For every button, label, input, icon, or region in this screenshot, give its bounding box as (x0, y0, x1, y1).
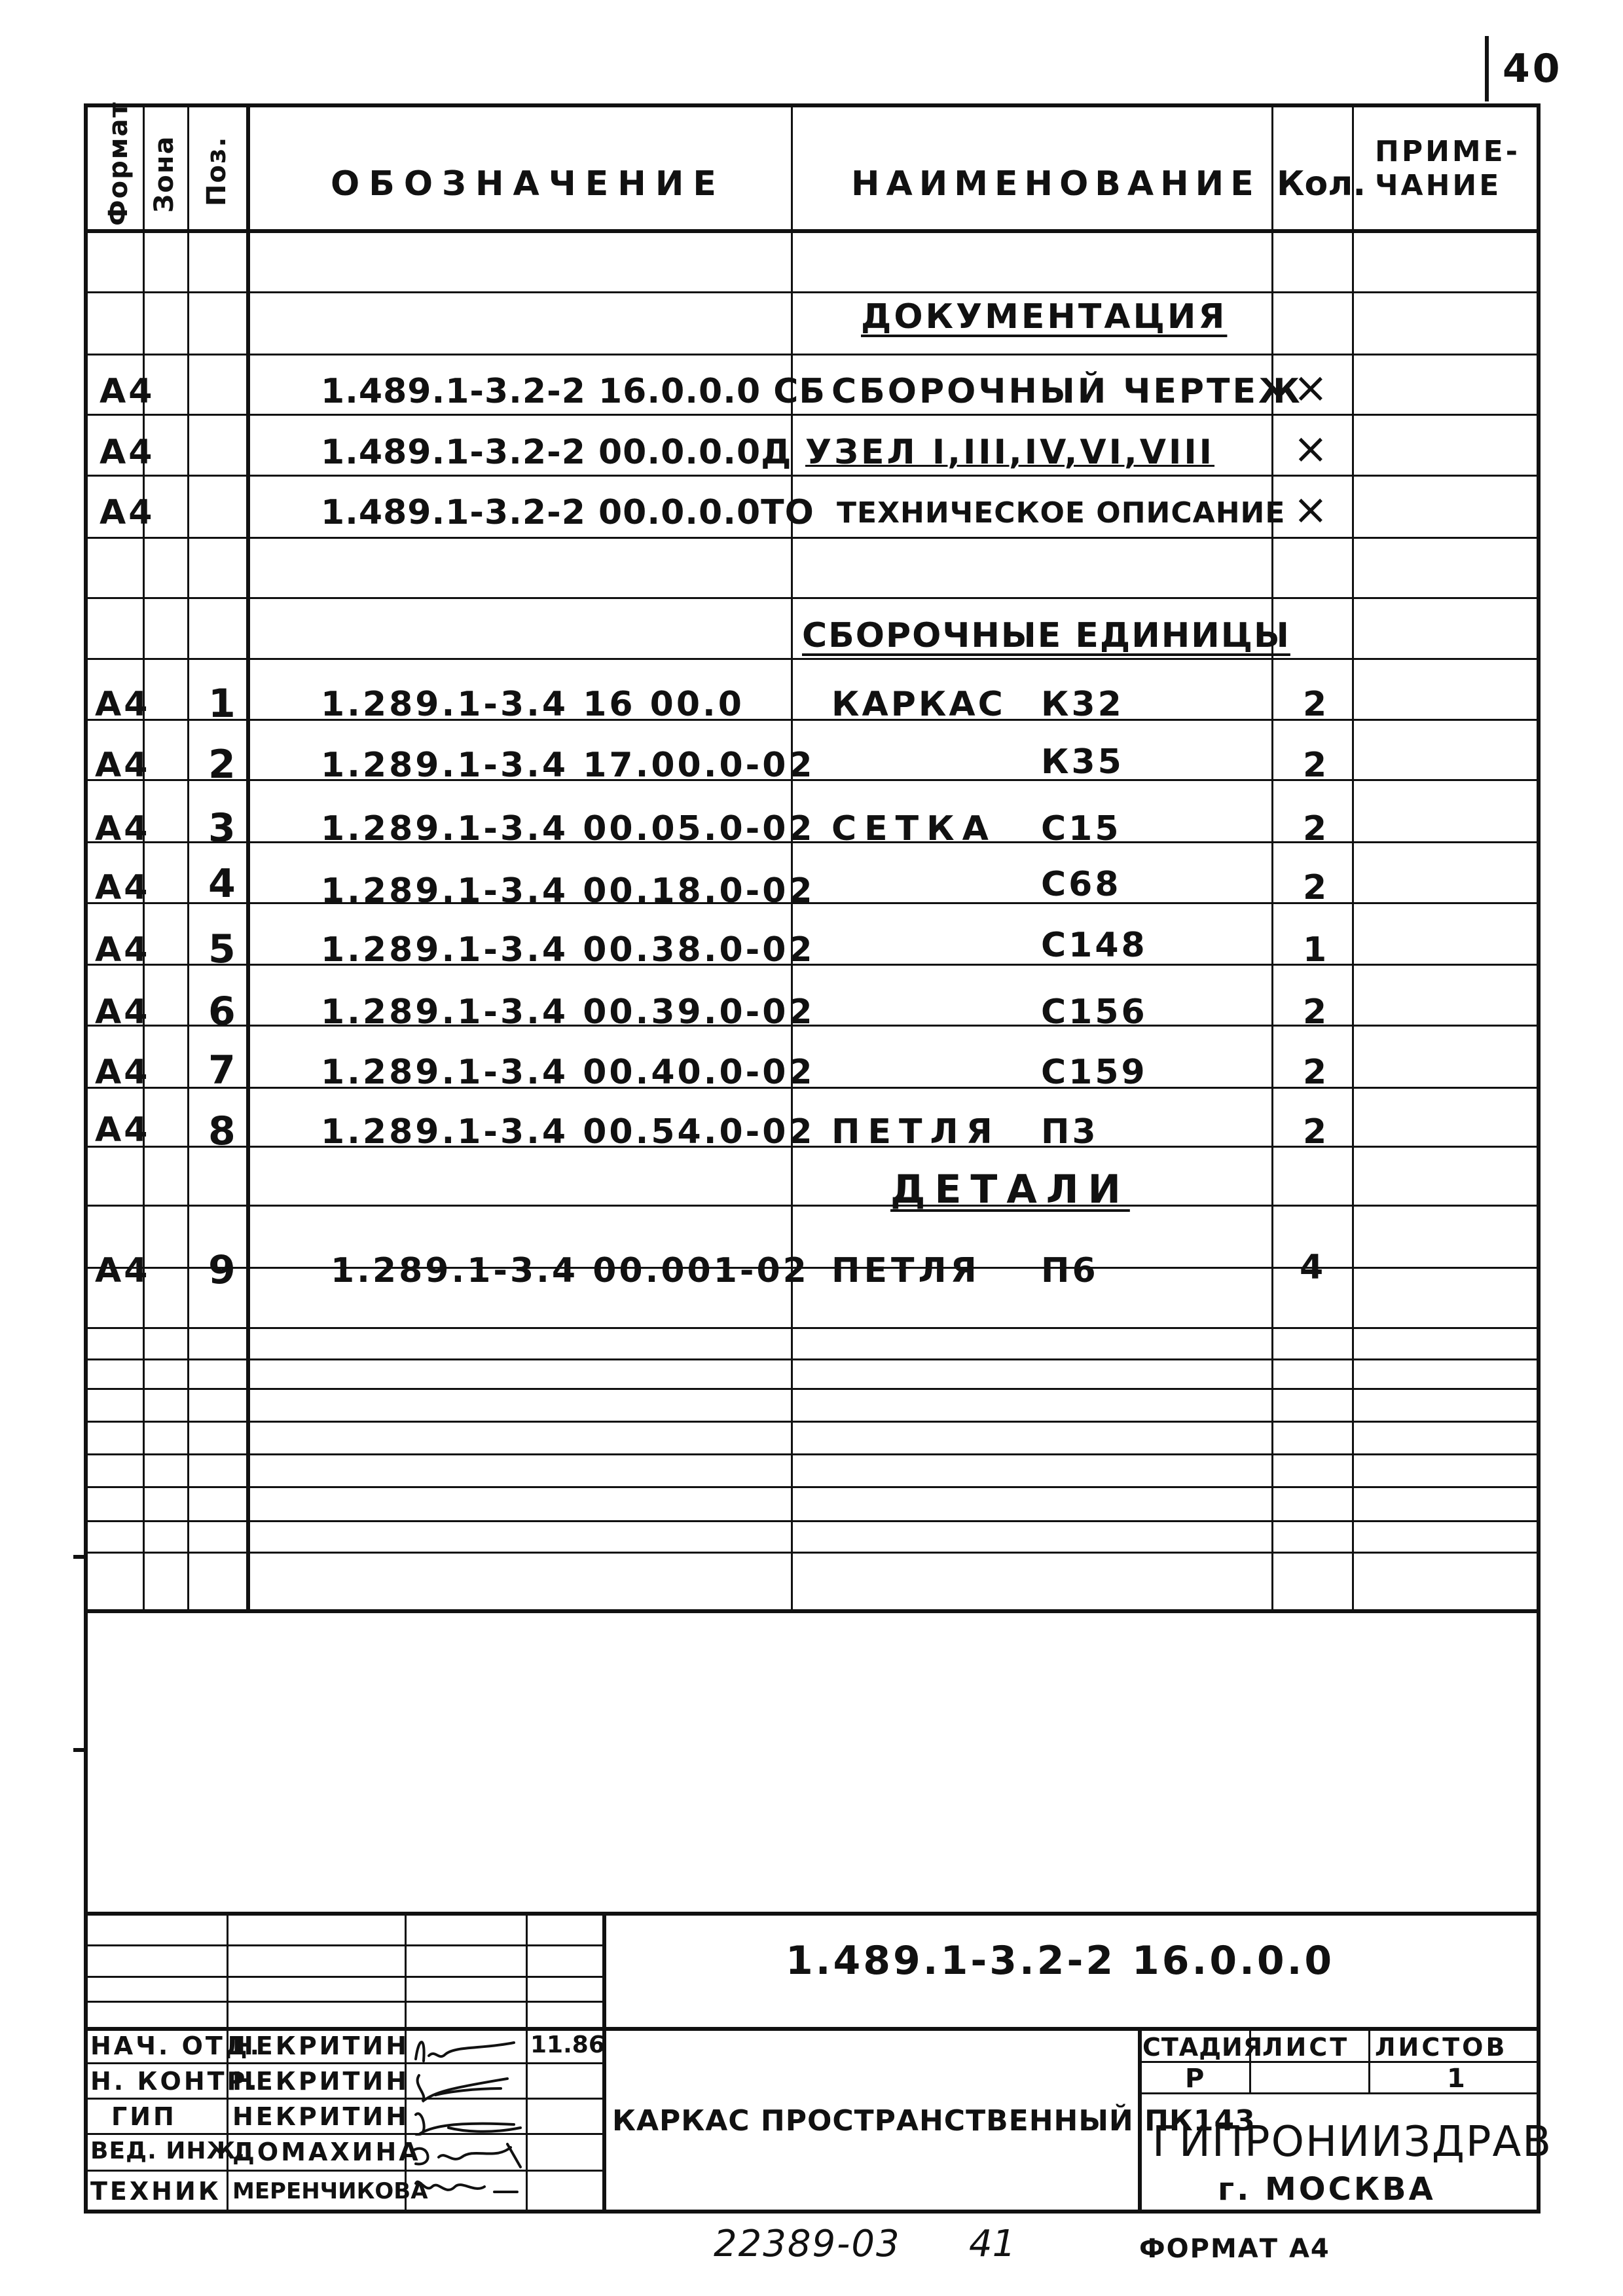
row-format: А4 (95, 868, 151, 907)
title-block-mid-line (602, 2027, 1541, 2031)
row-line (84, 291, 1541, 293)
header-qty: Кол. (1277, 164, 1366, 204)
signature-scribbles (409, 2030, 527, 2213)
row-name: КАРКАС (831, 685, 1006, 724)
row-line (84, 414, 1541, 416)
row-line (84, 1327, 1541, 1329)
row-line (84, 1520, 1541, 1522)
row-line (84, 1358, 1541, 1360)
row-format: А4 (100, 372, 155, 411)
row-format: А4 (95, 1110, 151, 1150)
row-designation: 1.289.1-3.4 16 00.0 (321, 685, 744, 724)
col-line-name (1271, 105, 1273, 1611)
stage-value: Р (1185, 2064, 1207, 2094)
row-line (84, 658, 1541, 660)
binding-tick (73, 1748, 88, 1752)
document-title: КАРКАС ПРОСТРАНСТВЕННЫЙ ПК143 (612, 2104, 1256, 2138)
row-mark: С148 (1041, 926, 1148, 965)
signer-role: ТЕХНИК (90, 2177, 221, 2206)
row-pos: 5 (208, 926, 238, 972)
row-designation: 1.489.1-3.2-2 00.0.0.0Д (321, 433, 792, 472)
section-assembly-units: СБОРОЧНЫЕ ЕДИНИЦЫ (802, 616, 1290, 655)
row-format: А4 (100, 493, 155, 532)
signer-name: МЕРЕНЧИКОВА (232, 2178, 428, 2204)
signer-name: НЕКРИТИН (232, 2067, 410, 2096)
row-format: А4 (95, 1053, 151, 1092)
row-qty: 2 (1303, 1112, 1330, 1152)
row-name: УЗЕЛ I,III,IV,VI,VIII (805, 433, 1215, 472)
header-pos: Поз. (202, 136, 232, 206)
format-label: ФОРМАТ А4 (1139, 2234, 1330, 2264)
col-line-pos (246, 105, 250, 1611)
row-line (84, 597, 1541, 599)
row-designation: 1.489.1-3.2-2 00.0.0.0ТО (321, 493, 814, 532)
signer-role: ГИП (111, 2102, 177, 2131)
row-line (84, 537, 1541, 539)
row-line (84, 1552, 1541, 1554)
col-line-format (143, 105, 145, 1611)
row-qty: 4 (1300, 1248, 1326, 1287)
header-note-line2: ЧАНИЕ (1375, 169, 1502, 202)
stage-label: СТАДИЯ (1142, 2033, 1264, 2062)
signature-row-line (84, 1976, 602, 1978)
row-line (84, 1421, 1541, 1423)
header-name: НАИМЕНОВАНИЕ (851, 164, 1260, 204)
row-pos: 7 (208, 1048, 238, 1093)
sheets-label: ЛИСТОВ (1375, 2033, 1508, 2062)
row-qty-cross: × (1293, 425, 1328, 473)
row-designation: 1.289.1-3.4 00.05.0-02 (321, 809, 815, 848)
sheet-number: 40 (1503, 46, 1563, 92)
row-designation: 1.289.1-3.4 00.38.0-02 (321, 930, 815, 970)
row-designation: 1.289.1-3.4 00.40.0-02 (321, 1053, 815, 1092)
row-pos: 8 (208, 1108, 238, 1154)
row-pos: 4 (208, 861, 238, 907)
table-bottom-line (84, 1609, 1541, 1613)
row-qty: 2 (1303, 746, 1330, 785)
row-mark: К32 (1041, 685, 1124, 724)
row-mark: С68 (1041, 865, 1122, 904)
header-bottom-line (84, 229, 1541, 233)
row-qty: 2 (1303, 993, 1330, 1032)
row-mark: П3 (1041, 1112, 1099, 1152)
row-mark: С159 (1041, 1053, 1148, 1092)
row-designation: 1.289.1-3.4 00.54.0-02 (321, 1112, 815, 1152)
page-number: 41 (969, 2223, 1016, 2265)
specification-frame (84, 103, 1541, 2214)
signature-date: 11.86 (530, 2032, 605, 2058)
col-line-qty (1352, 105, 1354, 1611)
signature-row-line (84, 2001, 602, 2003)
archive-number: 22389-03 (714, 2223, 901, 2265)
title-block-divider (602, 1912, 606, 2214)
row-line (84, 1388, 1541, 1390)
row-mark: К35 (1041, 742, 1124, 782)
row-name: ТЕХНИЧЕСКОЕ ОПИСАНИЕ (837, 496, 1286, 530)
row-format: А4 (95, 746, 151, 785)
sheets-value: 1 (1447, 2064, 1468, 2094)
header-format: Формат (103, 101, 134, 226)
section-parts: ДЕТАЛИ (890, 1167, 1130, 1212)
organization-city: г. МОСКВА (1218, 2171, 1436, 2208)
row-designation: 1.289.1-3.4 00.39.0-02 (321, 993, 815, 1032)
row-mark: С156 (1041, 993, 1148, 1032)
row-pos: 6 (208, 989, 238, 1034)
row-pos: 9 (208, 1247, 238, 1293)
signature-row-line (84, 1944, 602, 1946)
row-mark: С15 (1041, 809, 1122, 848)
document-code: 1.489.1-3.2-2 16.0.0.0 (786, 1938, 1335, 1984)
col-line-designation (791, 105, 793, 1611)
row-format: А4 (95, 809, 151, 848)
row-pos: 1 (208, 681, 238, 727)
row-qty: 2 (1303, 1053, 1330, 1092)
signer-name: ДОМАХИНА (232, 2138, 421, 2166)
row-format: А4 (95, 1251, 151, 1290)
row-name: СЕТКА (831, 809, 996, 848)
signer-role: Н. КОНТР. (90, 2067, 260, 2096)
header-designation: ОБОЗНАЧЕНИЕ (331, 164, 725, 204)
signer-role: НАЧ. ОТД. (90, 2032, 263, 2060)
row-format: А4 (95, 993, 151, 1032)
row-name: ПЕТЛЯ (831, 1251, 981, 1290)
row-mark: П6 (1041, 1251, 1099, 1290)
row-designation: 1.289.1-3.4 17.00.0-02 (321, 746, 815, 785)
organization-name: ГИПРОНИИЗДРАВ (1152, 2118, 1553, 2166)
col-line-zone (187, 105, 189, 1611)
row-format: А4 (95, 930, 151, 970)
row-line (84, 1205, 1541, 1207)
row-qty: 2 (1303, 809, 1330, 848)
sheet-label: ЛИСТ (1262, 2033, 1350, 2062)
row-pos: 3 (208, 805, 238, 851)
row-line (84, 1486, 1541, 1488)
title-col-line (1368, 2027, 1370, 2092)
sheet-number-separator (1485, 36, 1489, 101)
header-zone: Зона (149, 135, 179, 213)
row-name: ПЕТЛЯ (831, 1112, 1000, 1152)
title-block-top-line (84, 1912, 1541, 1916)
row-designation: 1.289.1-3.4 00.18.0-02 (321, 871, 815, 911)
row-format: А4 (95, 685, 151, 724)
header-note-line1: ПРИМЕ- (1375, 135, 1520, 168)
signer-name: НЕКРИТИН (232, 2032, 410, 2060)
row-line (84, 1453, 1541, 1455)
row-name: СБОРОЧНЫЙ ЧЕРТЕЖ (831, 372, 1303, 411)
row-qty: 2 (1303, 868, 1330, 907)
row-designation: 1.289.1-3.4 00.001-02 (331, 1251, 809, 1290)
row-designation: 1.489.1-3.2-2 16.0.0.0 СБ (321, 372, 826, 411)
row-qty-cross: × (1293, 486, 1328, 534)
row-format: А4 (100, 433, 155, 472)
row-pos: 2 (208, 742, 238, 788)
signer-name: НЕКРИТИН (232, 2102, 410, 2131)
row-qty: 1 (1303, 930, 1330, 970)
row-qty: 2 (1303, 685, 1330, 724)
section-documentation: ДОКУМЕНТАЦИЯ (861, 297, 1228, 337)
signer-role: ВЕД. ИНЖ. (90, 2138, 246, 2164)
row-qty-cross: × (1293, 364, 1328, 412)
binding-tick (73, 1555, 88, 1559)
row-line (84, 475, 1541, 477)
row-line (84, 354, 1541, 355)
